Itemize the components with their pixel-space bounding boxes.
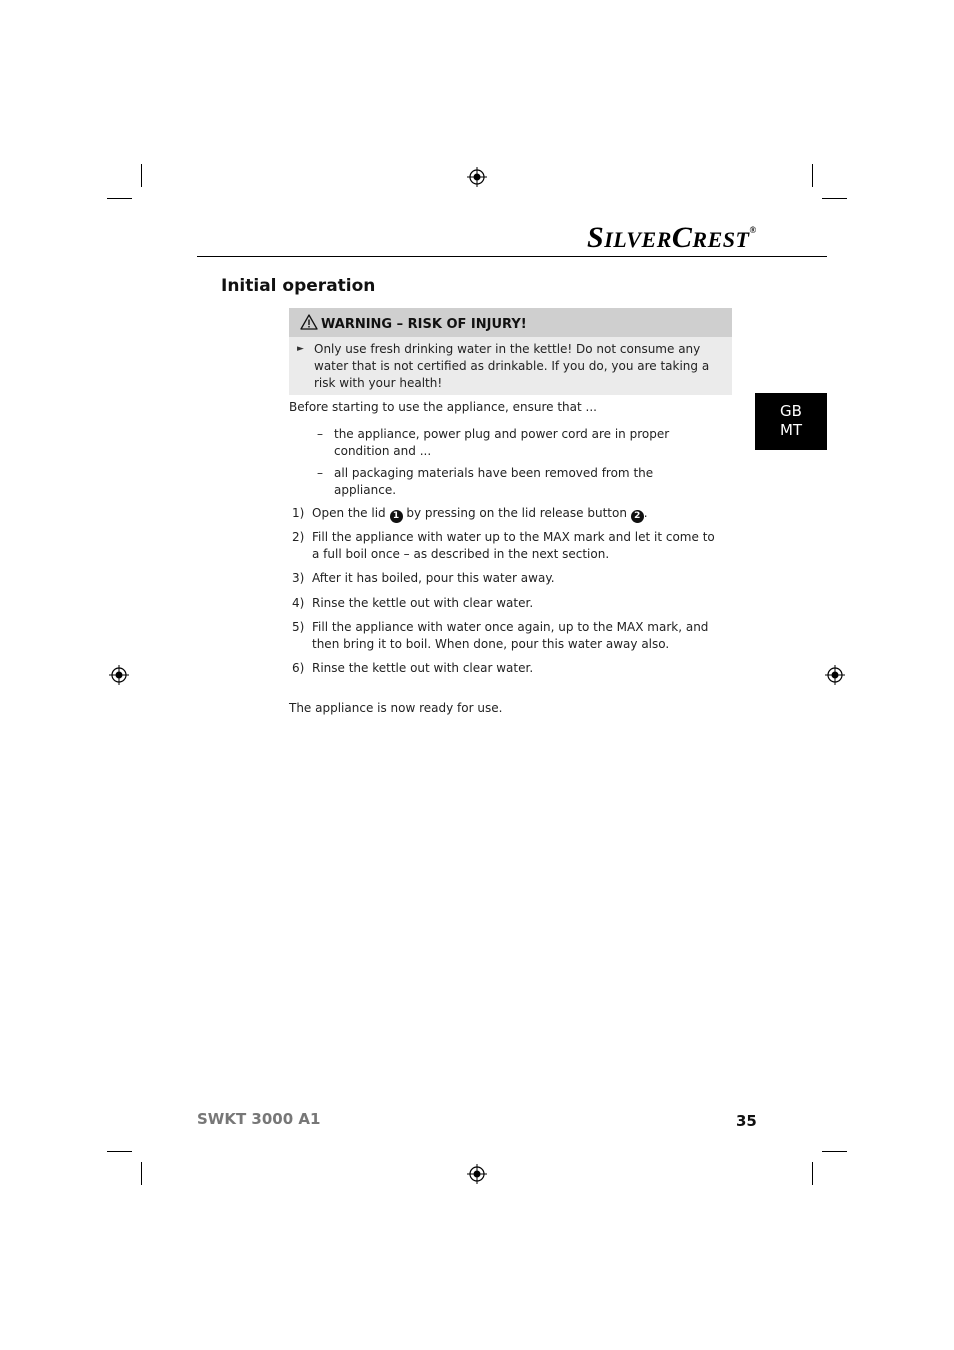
registration-mark-icon bbox=[109, 665, 129, 685]
callout-number-1-icon: 1 bbox=[390, 510, 403, 523]
crop-mark bbox=[141, 1162, 142, 1185]
crop-mark bbox=[822, 198, 847, 199]
brand-logo: SILVERCREST® bbox=[587, 221, 757, 254]
crop-mark bbox=[107, 198, 132, 199]
registration-mark-icon bbox=[467, 167, 487, 187]
section-title: Initial operation bbox=[221, 276, 376, 296]
warning-body bbox=[289, 337, 732, 395]
warning-text: Only use fresh drinking water in the kettle! Do not consume any water that is not certified as drinkable. If you do, you are taking a risk with your health! bbox=[314, 342, 710, 390]
crop-mark bbox=[812, 164, 813, 187]
crop-mark bbox=[107, 1151, 132, 1152]
crop-mark bbox=[141, 164, 142, 187]
model-number: SWKT 3000 A1 bbox=[197, 1110, 321, 1128]
header-rule bbox=[197, 256, 827, 257]
warning-triangle-icon bbox=[300, 314, 318, 330]
outro-text: The appliance is now ready for use. bbox=[289, 701, 503, 715]
warning-title: WARNING – RISK OF INJURY! bbox=[321, 317, 527, 332]
bullet-arrow-icon: ► bbox=[297, 344, 304, 354]
warning-header bbox=[289, 308, 732, 337]
registration-mark-icon bbox=[825, 665, 845, 685]
crop-mark bbox=[822, 1151, 847, 1152]
language-tab: GB MT bbox=[755, 393, 827, 450]
registration-mark-icon bbox=[467, 1164, 487, 1184]
crop-mark bbox=[812, 1162, 813, 1185]
callout-number-2-icon: 2 bbox=[631, 510, 644, 523]
page-number: 35 bbox=[736, 1112, 757, 1130]
intro-text: Before starting to use the appliance, ensure that ... bbox=[289, 400, 597, 414]
